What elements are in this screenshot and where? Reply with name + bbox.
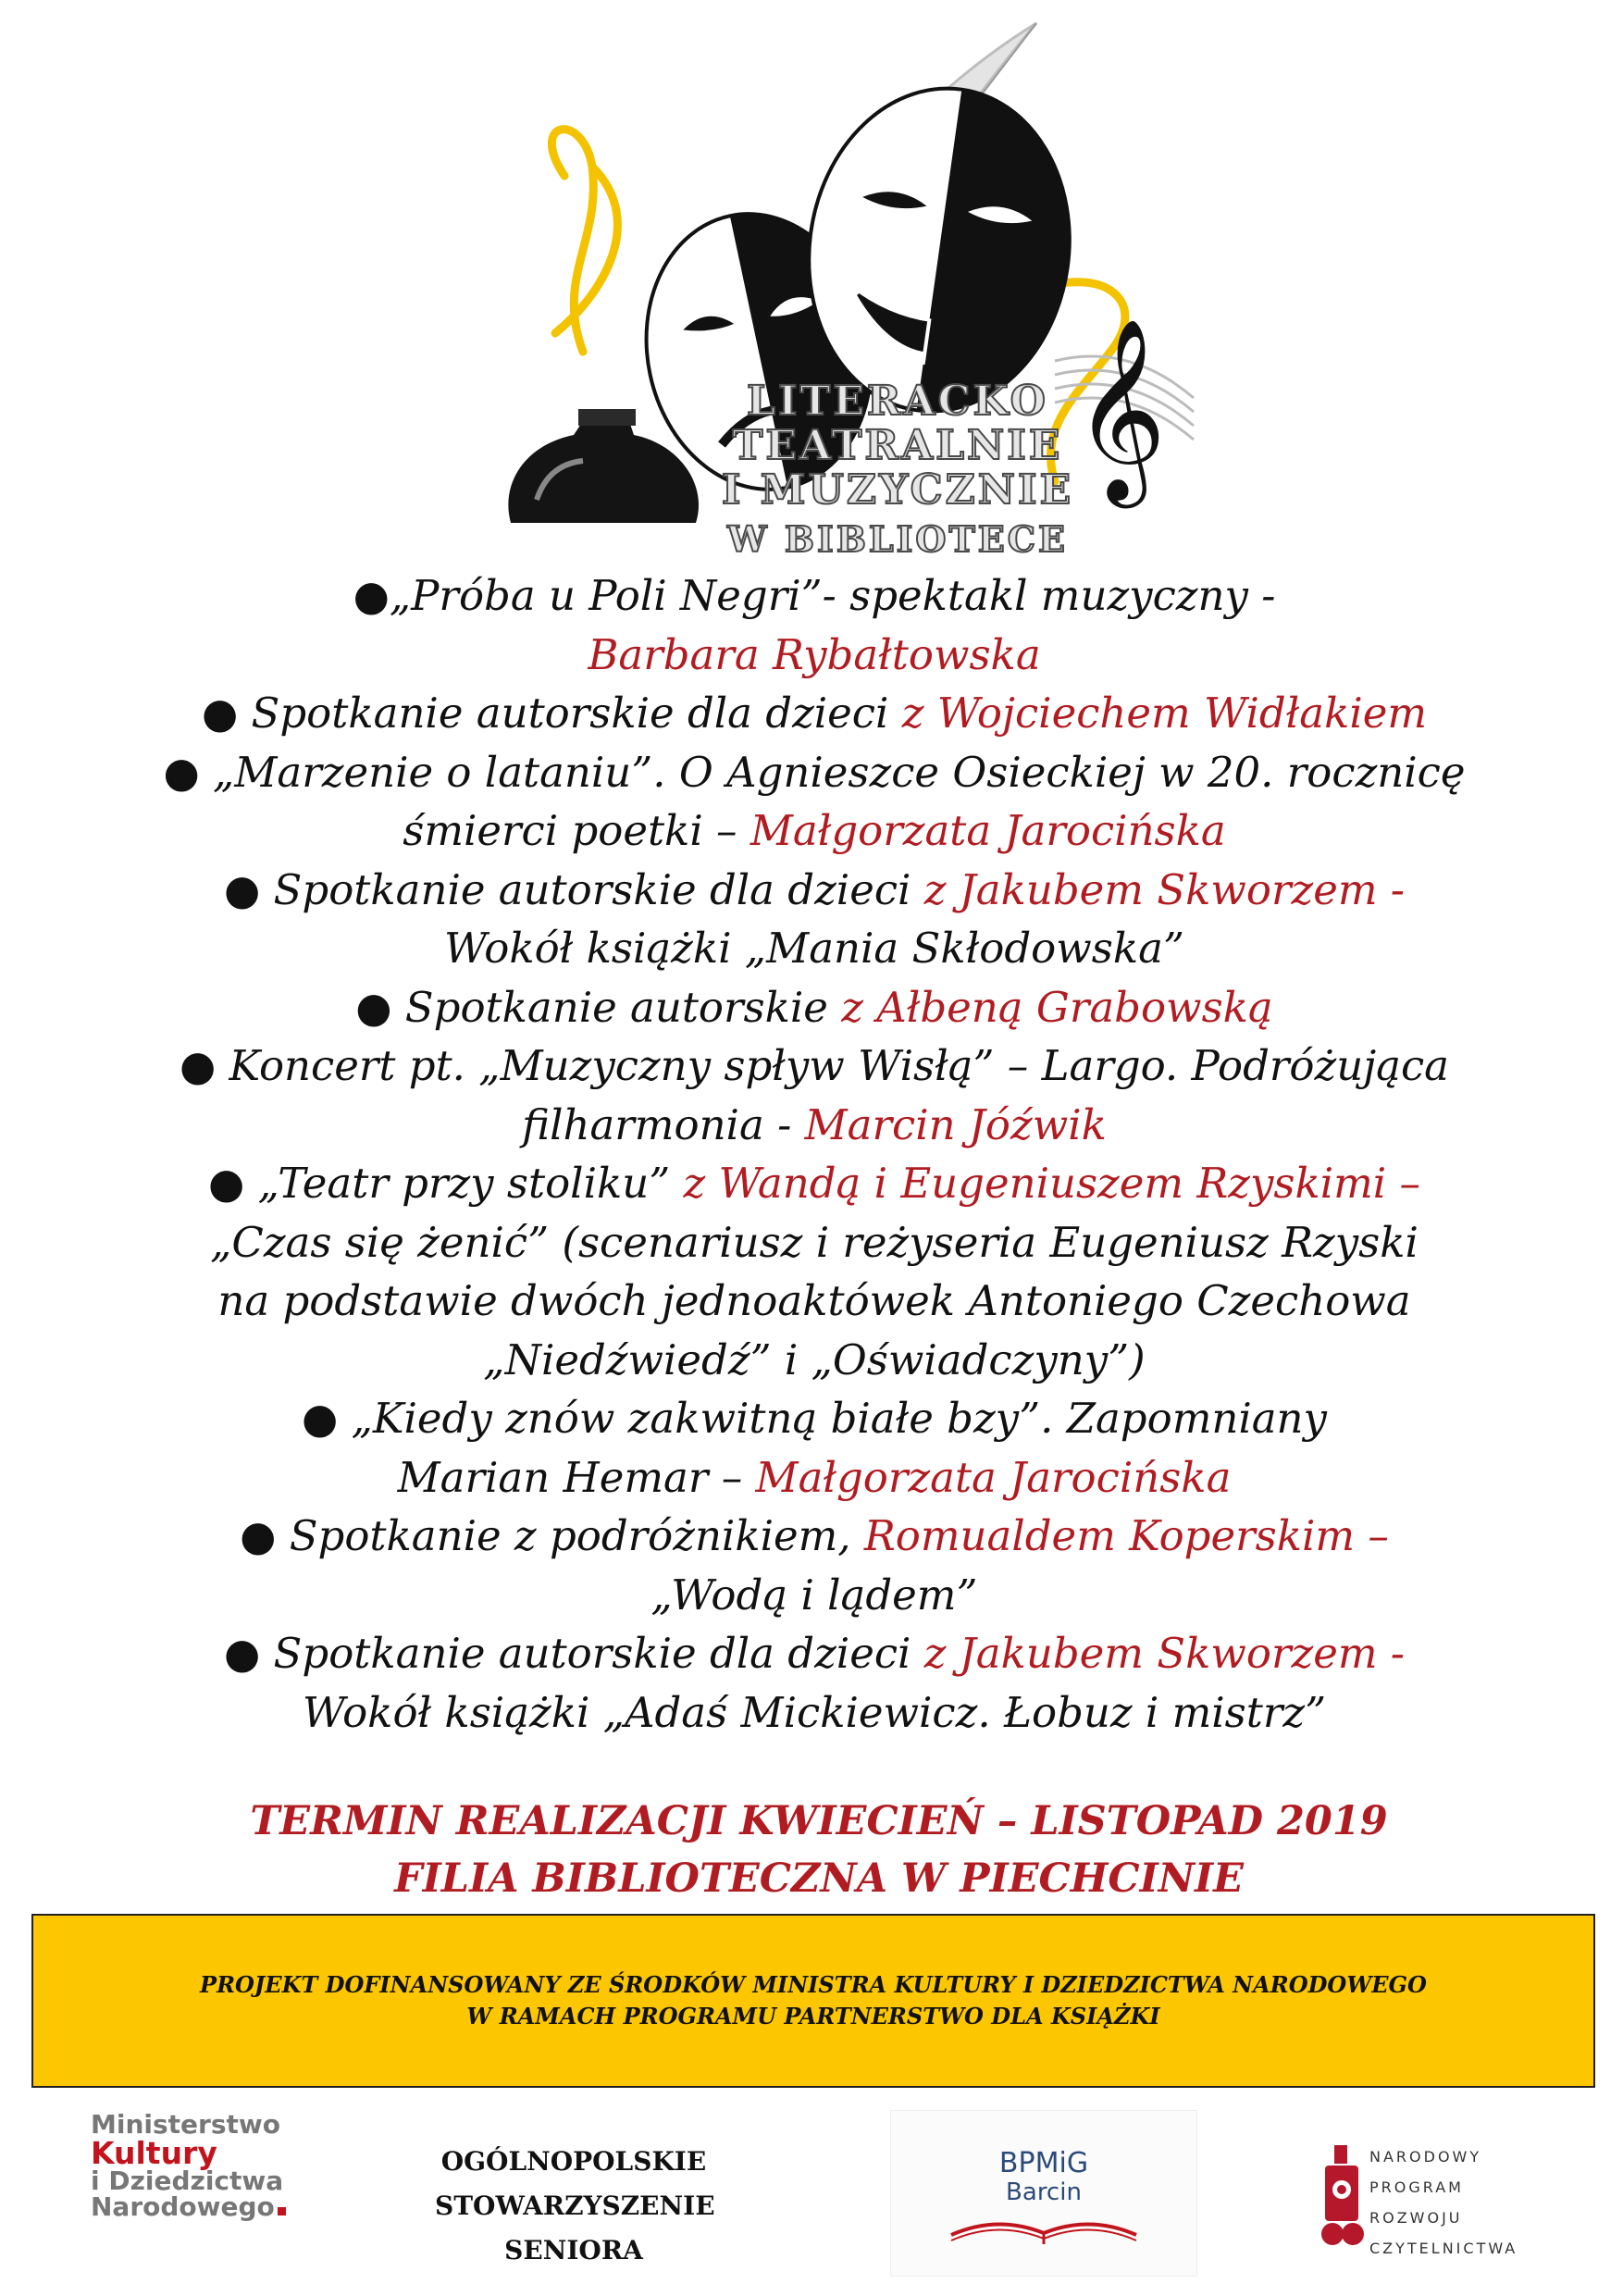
bullet-icon: ●: [223, 1629, 261, 1678]
event-text: filharmonia -: [522, 1099, 805, 1149]
event-text: na podstawie dwóch jednoaktówek Antoniego Czechowa: [217, 1276, 1411, 1325]
event-line: [130, 801, 1499, 861]
event-line: [130, 1683, 1499, 1743]
event-text: Spotkanie z podróżnikiem,: [276, 1511, 864, 1560]
bullet-icon: ●: [355, 982, 392, 1032]
bpmig-logo: BPMiG Barcin: [890, 2110, 1197, 2277]
funding-line-1: PROJEKT DOFINANSOWANY ZE ŚRODKÓW MINISTRA KULTURY I DZIEDZICTWA NARODOWEGO: [200, 1971, 1427, 1998]
project-term: [185, 1793, 1453, 1907]
guest-name: Małgorzata Jarocińska: [755, 1452, 1232, 1502]
event-text: „Próba u Poli Negri”- spektakl muzyczny -: [389, 571, 1276, 620]
event-line: [130, 1566, 1499, 1625]
oss-logo: OGÓLNOPOLSKIE STOWARZYSZENIE SENIORA: [435, 2146, 715, 2265]
event-line: [130, 684, 1499, 743]
event-text: Spotkanie autorskie dla dzieci: [260, 1629, 924, 1678]
bullet-icon: ●: [208, 1159, 245, 1208]
event-line: [130, 919, 1499, 978]
event-text: Spotkanie autorskie: [391, 982, 842, 1032]
event-text: Spotkanie autorskie dla dzieci: [260, 864, 924, 914]
treble-clef-icon: 𝄞: [1073, 317, 1167, 501]
bullet-icon: ●: [201, 689, 239, 738]
open-book-icon: [942, 2207, 1146, 2248]
event-line: [130, 1272, 1499, 1331]
bullet-icon: ●: [302, 1394, 339, 1443]
event-text: Spotkanie autorskie dla dzieci: [238, 689, 902, 738]
hero-illustration: [444, 0, 1212, 565]
bullet-icon: ●: [223, 864, 261, 914]
bullet-icon: ●: [163, 747, 200, 797]
funding-line-2: W RAMACH PROGRAMU PARTNERSTWO DLA KSIĄŻKI: [466, 2003, 1160, 2029]
guest-name: Barbara Rybałtowska: [588, 629, 1041, 679]
event-line: [130, 1213, 1499, 1272]
nprc-logo: NARODOWY PROGRAM ROZWOJU CZYTELNICTWA: [1321, 2138, 1562, 2277]
event-text: „Czas się żenić” (scenariusz i reżyseria Eugeniusz Rzyski: [210, 1217, 1419, 1267]
event-line: [130, 1389, 1499, 1448]
event-list: [130, 566, 1499, 1742]
theatre-masks-logo: [444, 0, 1212, 565]
ministry-logo: Ministerstwo Kultury i Dziedzictwa Narodowego: [91, 2112, 304, 2220]
guest-name: z Wandą i Eugeniuszem Rzyskimi –: [683, 1159, 1420, 1208]
guest-name: Małgorzata Jarocińska: [750, 806, 1226, 855]
logo-lettering: [722, 378, 1073, 560]
svg-text:I MUZYCZNIE: I MUZYCZNIE: [721, 466, 1074, 514]
event-text: Wokół książki „Adaś Mickiewicz. Łobuz i mistrz”: [302, 1687, 1327, 1737]
event-line: [130, 1096, 1499, 1155]
guest-name: Romualdem Koperskim –: [863, 1511, 1389, 1560]
event-line: [130, 743, 1499, 802]
event-line: [130, 626, 1499, 685]
event-line: [130, 1448, 1499, 1508]
guest-name: z Wojciechem Widłakiem: [901, 689, 1428, 738]
event-text: „Wodą i lądem”: [650, 1570, 978, 1620]
guest-name: Marcin Jóźwik: [804, 1099, 1107, 1149]
event-line: [130, 1331, 1499, 1390]
sponsor-logos: [0, 2101, 1623, 2286]
svg-text:LITERACKO: LITERACKO: [747, 378, 1048, 425]
event-text: Koncert pt. „Muzyczny spływ Wisłą” – Largo. Podróżująca: [216, 1041, 1450, 1090]
event-text: „Kiedy znów zakwitną białe bzy”. Zapomniany: [338, 1394, 1327, 1443]
svg-text:W BIBLIOTECE: W BIBLIOTECE: [727, 518, 1068, 560]
event-line: [130, 978, 1499, 1037]
bullet-icon: ●: [179, 1041, 217, 1090]
event-text: „Teatr przy stoliku”: [244, 1159, 684, 1208]
event-text: „Marzenie o lataniu”. O Agnieszce Osieckiej w 20. rocznicę: [199, 747, 1466, 797]
event-text: Marian Hemar –: [397, 1452, 756, 1502]
funding-banner: [31, 1914, 1595, 2088]
bullet-icon: ●: [353, 571, 390, 620]
bullet-icon: ●: [240, 1511, 277, 1560]
event-line: [130, 1624, 1499, 1683]
locomotive-icon: [1321, 2145, 1364, 2256]
event-text: śmierci poetki –: [403, 806, 750, 855]
event-line: [130, 1036, 1499, 1096]
svg-text:TEATRALNIE: TEATRALNIE: [732, 422, 1063, 469]
event-text: „Niedźwiedź” i „Oświadczyny”): [483, 1334, 1146, 1384]
event-line: [130, 566, 1499, 626]
guest-name: z Ałbeną Grabowską: [841, 982, 1273, 1032]
event-text: Wokół książki „Mania Skłodowska”: [444, 924, 1184, 973]
ribbon-icon: [551, 130, 617, 352]
guest-name: z Jakubem Skworzem -: [923, 864, 1406, 914]
event-line: [130, 861, 1499, 920]
venue-line: FILIA BIBLIOTECZNA W PIECHCINIE: [394, 1855, 1244, 1902]
ink-bottle-icon: [508, 421, 699, 523]
guest-name: z Jakubem Skworzem -: [923, 1629, 1406, 1678]
event-line: [130, 1154, 1499, 1213]
event-line: [130, 1507, 1499, 1566]
term-line: TERMIN REALIZACJI KWIECIEŃ – LISTOPAD 2019: [250, 1798, 1388, 1844]
